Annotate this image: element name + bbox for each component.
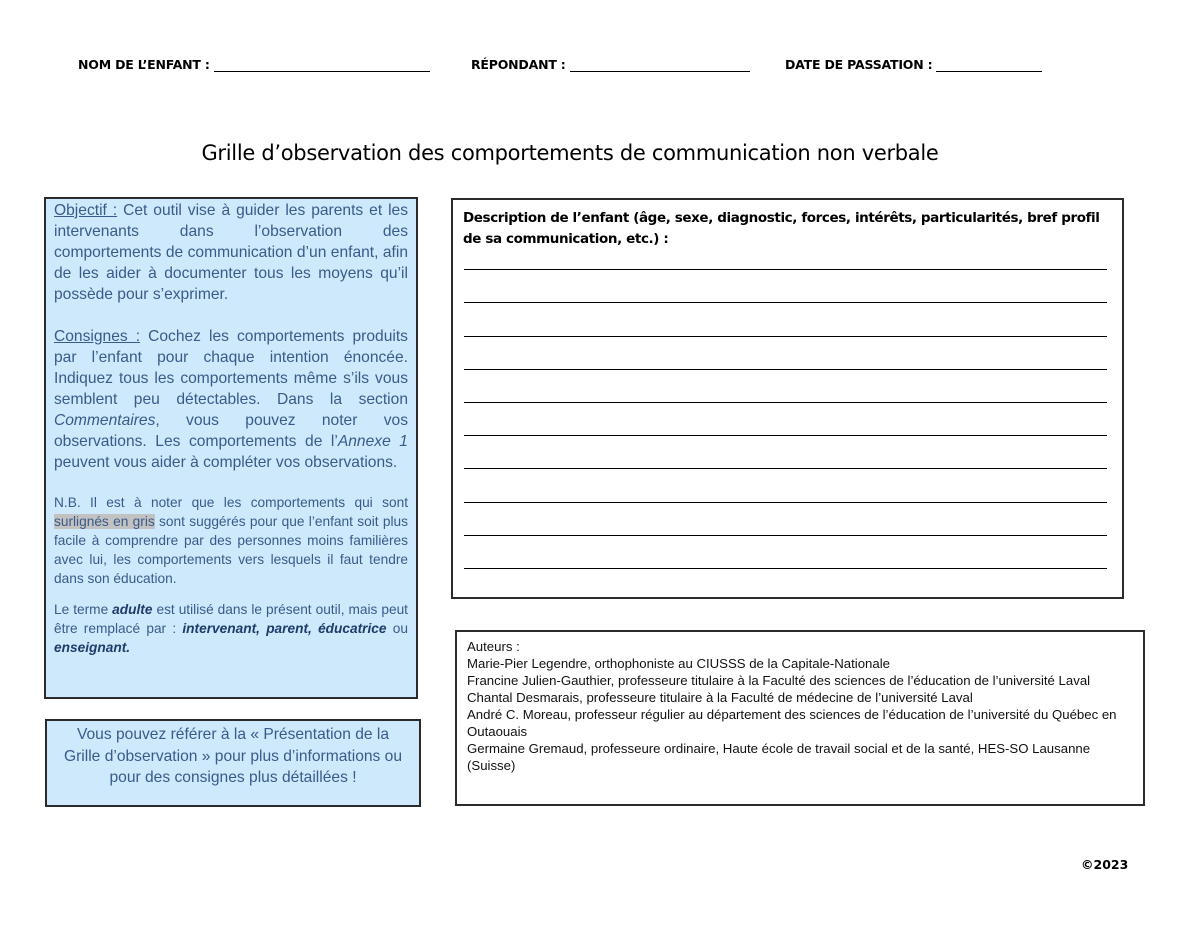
objective-label: Objectif : xyxy=(54,202,118,219)
term-alt-2: parent xyxy=(266,621,309,636)
description-line[interactable] xyxy=(464,535,1107,536)
author-line: Chantal Desmarais, professeure titulaire à la Faculté de médecine de l’université Laval xyxy=(467,690,973,705)
term-text-2: est utilisé dans le présent outil, mais peut être remplacé par : xyxy=(54,602,408,636)
description-line[interactable] xyxy=(464,435,1107,436)
term-sep-2: , xyxy=(308,621,319,636)
term-word: adulte xyxy=(112,602,153,617)
author-line: Germaine Gremaud, professeure ordinaire, Haute école de travail social et de la santé, HES-SO Lausanne (Suisse) xyxy=(467,741,1091,773)
description-line[interactable] xyxy=(464,402,1107,403)
instructions-paragraph xyxy=(54,326,408,473)
date-field xyxy=(785,57,1042,72)
instructions-text-3: peuvent vous aider à compléter vos observations. xyxy=(54,454,398,471)
authors-heading: Auteurs : xyxy=(467,639,520,654)
child-description-box xyxy=(451,198,1124,599)
objective-text: Cet outil vise à guider les parents et les intervenants dans l’observation des comportements de communication d’un enfant, afin de les aider à documenter tous les moyens qu’il possède pour s’exprimer. xyxy=(54,202,409,303)
instructions-text-2: , vous pouvez noter vos observations. Les comportements de l’ xyxy=(54,412,408,450)
term-alt-3: éducatrice xyxy=(318,621,387,636)
instructions-italic-1: Commentaires xyxy=(54,412,156,429)
instructions-box xyxy=(44,197,418,699)
author-line: Francine Julien-Gauthier, professeure titulaire à la Faculté des sciences de l’éducation de l’université Laval xyxy=(467,673,1091,688)
authors-box xyxy=(455,630,1145,806)
child-name-label: NOM DE L’ENFANT : xyxy=(78,57,210,72)
author-line: André C. Moreau, professeur régulier au département des sciences de l’éducation de l’université du Québec en Outaouais xyxy=(467,707,1117,739)
instructions-italic-2: Annexe 1 xyxy=(337,433,408,450)
term-sep-3: ou xyxy=(386,621,408,636)
nb-highlight: surlignés en gris xyxy=(54,514,155,529)
term-alt-1: intervenant xyxy=(182,621,257,636)
nb-text-2: sont suggérés pour que l’enfant soit plus facile à comprendre par des personnes moins familières avec lui, les comportements vers lesquels il faut tendre dans son éducation. xyxy=(54,514,408,586)
respondent-field xyxy=(471,57,750,72)
description-line[interactable] xyxy=(464,336,1107,337)
description-line[interactable] xyxy=(464,502,1107,503)
reference-box: Vous pouvez référer à la « Présentation de la Grille d’observation » pour plus d’informations ou pour des consignes plus détaillées ! xyxy=(45,719,421,807)
description-line[interactable] xyxy=(464,568,1107,569)
nb-paragraph xyxy=(54,493,408,588)
description-line[interactable] xyxy=(464,468,1107,469)
term-text-1: Le terme xyxy=(54,602,113,617)
description-line[interactable] xyxy=(464,302,1107,303)
term-alt-4: enseignant. xyxy=(54,640,131,655)
date-label: DATE DE PASSATION : xyxy=(785,57,933,72)
child-name-blank[interactable] xyxy=(214,57,430,72)
child-description-label: Description de l’enfant (âge, sexe, diagnostic, forces, intérêts, particularités, bref profil de sa communication, etc.) : xyxy=(463,210,1100,247)
term-paragraph xyxy=(54,600,408,657)
author-line: Marie-Pier Legendre, orthophoniste au CIUSSS de la Capitale-Nationale xyxy=(467,656,890,671)
respondent-label: RÉPONDANT : xyxy=(471,57,566,72)
date-blank[interactable] xyxy=(936,57,1042,72)
description-line[interactable] xyxy=(464,369,1107,370)
nb-text-1: N.B. Il est à noter que les comportements qui sont xyxy=(54,495,408,510)
term-sep-1: , xyxy=(256,621,267,636)
page-title: Grille d’observation des comportements de communication non verbale xyxy=(201,141,939,165)
child-name-field xyxy=(78,57,430,72)
objective-paragraph xyxy=(54,200,408,305)
description-line[interactable] xyxy=(464,269,1107,270)
instructions-label: Consignes : xyxy=(54,328,141,345)
instructions-text-1: Cochez les comportements produits par l’enfant pour chaque intention énoncée. Indiquez tous les comportements même s’ils vous semblent peu détectables. Dans la section xyxy=(54,328,408,408)
copyright: ©2023 xyxy=(1081,857,1129,872)
respondent-blank[interactable] xyxy=(570,57,750,72)
